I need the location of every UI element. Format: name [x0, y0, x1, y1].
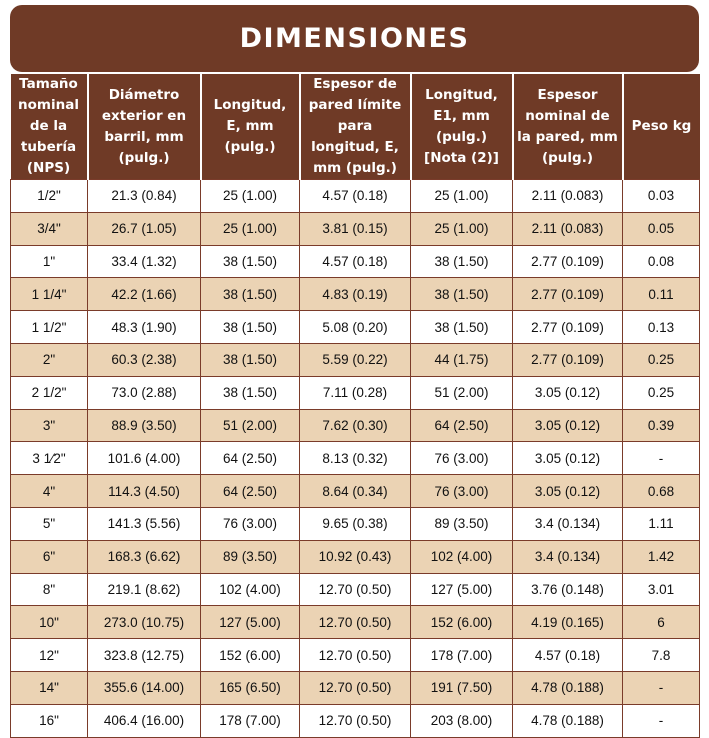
- cell-nps: 1": [11, 245, 88, 278]
- cell-nps: 2": [11, 343, 88, 376]
- cell-nominal-wall: 2.77 (0.109): [513, 245, 623, 278]
- table-row: [11, 573, 700, 606]
- cell-length-e: 64 (2.50): [201, 475, 300, 508]
- cell-outer-diameter: 60.3 (2.38): [88, 343, 201, 376]
- cell-nominal-wall: 2.77 (0.109): [513, 311, 623, 344]
- cell-length-e: 64 (2.50): [201, 442, 300, 475]
- column-header-length-e: Longitud, E, mm (pulg.): [201, 74, 300, 180]
- cell-weight: -: [623, 442, 700, 475]
- cell-length-e1: 102 (4.00): [411, 540, 513, 573]
- cell-length-e: 152 (6.00): [201, 639, 300, 672]
- cell-outer-diameter: 26.7 (1.05): [88, 212, 201, 245]
- cell-wall-limit: 12.70 (0.50): [300, 573, 411, 606]
- cell-weight: 0.03: [623, 180, 700, 213]
- table-row: [11, 704, 700, 737]
- cell-nominal-wall: 3.05 (0.12): [513, 475, 623, 508]
- cell-length-e: 38 (1.50): [201, 376, 300, 409]
- cell-wall-limit: 4.57 (0.18): [300, 180, 411, 213]
- table-row: [11, 639, 700, 672]
- cell-weight: 0.13: [623, 311, 700, 344]
- cell-nominal-wall: 4.78 (0.188): [513, 704, 623, 737]
- cell-weight: 0.05: [623, 212, 700, 245]
- cell-length-e: 25 (1.00): [201, 212, 300, 245]
- cell-length-e1: 178 (7.00): [411, 639, 513, 672]
- table-row: [11, 343, 700, 376]
- table-row: [11, 245, 700, 278]
- cell-nps: 3 1⁄2": [11, 442, 88, 475]
- cell-outer-diameter: 355.6 (14.00): [88, 671, 201, 704]
- cell-wall-limit: 5.08 (0.20): [300, 311, 411, 344]
- cell-length-e1: 51 (2.00): [411, 376, 513, 409]
- table-row: [11, 671, 700, 704]
- cell-weight: 6: [623, 606, 700, 639]
- table-row: [11, 540, 700, 573]
- table-row: [11, 311, 700, 344]
- table-body: [11, 180, 700, 738]
- cell-outer-diameter: 48.3 (1.90): [88, 311, 201, 344]
- cell-nominal-wall: 4.78 (0.188): [513, 671, 623, 704]
- cell-wall-limit: 7.62 (0.30): [300, 409, 411, 442]
- cell-weight: 1.42: [623, 540, 700, 573]
- cell-length-e1: 25 (1.00): [411, 212, 513, 245]
- cell-length-e: 165 (6.50): [201, 671, 300, 704]
- column-header-length-e1: Longitud, E1, mm (pulg.) [Nota (2)]: [411, 74, 513, 180]
- table-row: [11, 606, 700, 639]
- cell-nps: 1/2": [11, 180, 88, 213]
- cell-nps: 3/4": [11, 212, 88, 245]
- cell-weight: 3.01: [623, 573, 700, 606]
- cell-length-e1: 38 (1.50): [411, 245, 513, 278]
- cell-nps: 12": [11, 639, 88, 672]
- table-row: [11, 507, 700, 540]
- cell-weight: 0.39: [623, 409, 700, 442]
- cell-nominal-wall: 3.05 (0.12): [513, 442, 623, 475]
- cell-length-e1: 38 (1.50): [411, 278, 513, 311]
- cell-length-e: 89 (3.50): [201, 540, 300, 573]
- cell-wall-limit: 12.70 (0.50): [300, 639, 411, 672]
- cell-outer-diameter: 114.3 (4.50): [88, 475, 201, 508]
- cell-length-e: 102 (4.00): [201, 573, 300, 606]
- column-header-outer-diameter: Diámetro exterior en barril, mm (pulg.): [88, 74, 201, 180]
- cell-nominal-wall: 3.4 (0.134): [513, 507, 623, 540]
- table-row: [11, 278, 700, 311]
- cell-wall-limit: 12.70 (0.50): [300, 606, 411, 639]
- cell-nominal-wall: 2.77 (0.109): [513, 278, 623, 311]
- cell-length-e1: 64 (2.50): [411, 409, 513, 442]
- cell-nps: 16": [11, 704, 88, 737]
- cell-nps: 14": [11, 671, 88, 704]
- cell-weight: 0.25: [623, 343, 700, 376]
- cell-wall-limit: 10.92 (0.43): [300, 540, 411, 573]
- cell-nominal-wall: 3.4 (0.134): [513, 540, 623, 573]
- cell-length-e1: 25 (1.00): [411, 180, 513, 213]
- title-banner: [10, 5, 699, 72]
- cell-nominal-wall: 2.11 (0.083): [513, 180, 623, 213]
- table-header-row: [11, 74, 700, 180]
- cell-nominal-wall: 3.05 (0.12): [513, 376, 623, 409]
- table-row: [11, 409, 700, 442]
- table-row: [11, 475, 700, 508]
- cell-wall-limit: 9.65 (0.38): [300, 507, 411, 540]
- cell-length-e: 127 (5.00): [201, 606, 300, 639]
- cell-wall-limit: 4.83 (0.19): [300, 278, 411, 311]
- table-row: [11, 376, 700, 409]
- cell-length-e1: 38 (1.50): [411, 311, 513, 344]
- cell-length-e1: 191 (7.50): [411, 671, 513, 704]
- table-row: [11, 212, 700, 245]
- cell-nominal-wall: 3.05 (0.12): [513, 409, 623, 442]
- cell-weight: -: [623, 671, 700, 704]
- column-header-nominal-wall: Espesor nominal de la pared, mm (pulg.): [513, 74, 623, 180]
- cell-outer-diameter: 101.6 (4.00): [88, 442, 201, 475]
- cell-length-e: 38 (1.50): [201, 278, 300, 311]
- cell-length-e1: 76 (3.00): [411, 442, 513, 475]
- cell-weight: 0.68: [623, 475, 700, 508]
- cell-weight: 0.08: [623, 245, 700, 278]
- cell-length-e: 38 (1.50): [201, 311, 300, 344]
- cell-outer-diameter: 406.4 (16.00): [88, 704, 201, 737]
- cell-nominal-wall: 2.77 (0.109): [513, 343, 623, 376]
- cell-nps: 3": [11, 409, 88, 442]
- cell-wall-limit: 12.70 (0.50): [300, 671, 411, 704]
- cell-outer-diameter: 88.9 (3.50): [88, 409, 201, 442]
- cell-wall-limit: 4.57 (0.18): [300, 245, 411, 278]
- cell-outer-diameter: 323.8 (12.75): [88, 639, 201, 672]
- cell-outer-diameter: 273.0 (10.75): [88, 606, 201, 639]
- cell-nps: 2 1/2": [11, 376, 88, 409]
- cell-outer-diameter: 33.4 (1.32): [88, 245, 201, 278]
- column-header-weight: Peso kg: [623, 74, 700, 180]
- table-row: [11, 180, 700, 213]
- cell-length-e1: 152 (6.00): [411, 606, 513, 639]
- cell-outer-diameter: 73.0 (2.88): [88, 376, 201, 409]
- cell-nps: 5": [11, 507, 88, 540]
- cell-length-e1: 44 (1.75): [411, 343, 513, 376]
- cell-wall-limit: 8.64 (0.34): [300, 475, 411, 508]
- cell-weight: 7.8: [623, 639, 700, 672]
- cell-nominal-wall: 2.11 (0.083): [513, 212, 623, 245]
- cell-wall-limit: 8.13 (0.32): [300, 442, 411, 475]
- cell-nps: 1 1/4": [11, 278, 88, 311]
- cell-length-e1: 89 (3.50): [411, 507, 513, 540]
- table-row: [11, 442, 700, 475]
- column-header-nps: Tamaño nominal de la tubería (NPS): [11, 74, 88, 180]
- cell-wall-limit: 7.11 (0.28): [300, 376, 411, 409]
- cell-nps: 8": [11, 573, 88, 606]
- cell-weight: 0.25: [623, 376, 700, 409]
- cell-nominal-wall: 4.57 (0.18): [513, 639, 623, 672]
- cell-length-e1: 76 (3.00): [411, 475, 513, 508]
- cell-nps: 6": [11, 540, 88, 573]
- page-title: DIMENSIONES: [239, 23, 470, 54]
- cell-length-e: 25 (1.00): [201, 180, 300, 213]
- cell-length-e: 76 (3.00): [201, 507, 300, 540]
- dimensions-table: [10, 74, 700, 738]
- cell-outer-diameter: 219.1 (8.62): [88, 573, 201, 606]
- cell-outer-diameter: 168.3 (6.62): [88, 540, 201, 573]
- cell-length-e: 51 (2.00): [201, 409, 300, 442]
- cell-wall-limit: 12.70 (0.50): [300, 704, 411, 737]
- cell-outer-diameter: 42.2 (1.66): [88, 278, 201, 311]
- cell-nominal-wall: 3.76 (0.148): [513, 573, 623, 606]
- cell-nps: 10": [11, 606, 88, 639]
- cell-length-e: 38 (1.50): [201, 343, 300, 376]
- column-header-wall-limit: Espesor de pared límite para longitud, E, mm (pulg.): [300, 74, 411, 180]
- cell-wall-limit: 5.59 (0.22): [300, 343, 411, 376]
- cell-weight: 1.11: [623, 507, 700, 540]
- cell-wall-limit: 3.81 (0.15): [300, 212, 411, 245]
- cell-length-e1: 203 (8.00): [411, 704, 513, 737]
- cell-weight: -: [623, 704, 700, 737]
- cell-nominal-wall: 4.19 (0.165): [513, 606, 623, 639]
- cell-outer-diameter: 21.3 (0.84): [88, 180, 201, 213]
- cell-nps: 1 1/2": [11, 311, 88, 344]
- cell-length-e: 38 (1.50): [201, 245, 300, 278]
- cell-nps: 4": [11, 475, 88, 508]
- cell-outer-diameter: 141.3 (5.56): [88, 507, 201, 540]
- cell-length-e: 178 (7.00): [201, 704, 300, 737]
- cell-length-e1: 127 (5.00): [411, 573, 513, 606]
- cell-weight: 0.11: [623, 278, 700, 311]
